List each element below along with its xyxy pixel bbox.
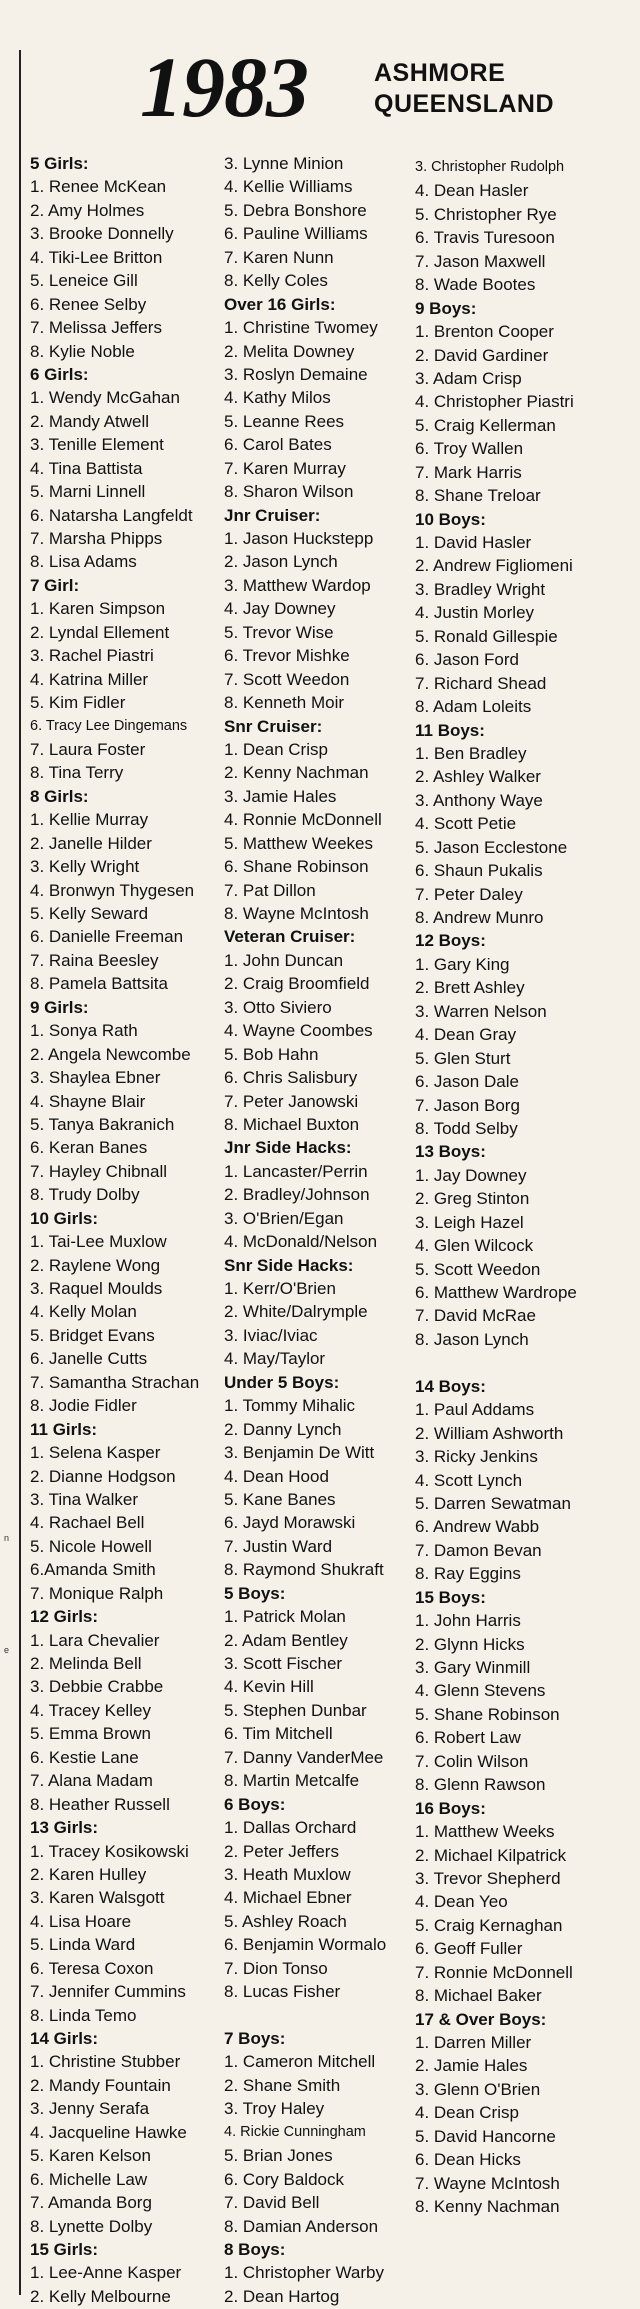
result-entry: 1. Christine Twomey [224,318,378,338]
result-entry: 6. Kestie Lane [30,1747,139,1767]
result-entry: 2. Greg Stinton [415,1189,530,1209]
result-entry: 3. O'Brien/Egan [224,1208,344,1228]
result-entry: 1. Matthew Weeks [415,1822,555,1842]
result-entry: 5. Leneice Gill [30,271,138,291]
result-entry: 3. Trevor Shepherd [415,1868,561,1888]
result-entry: 8. Tina Terry [30,763,124,783]
results-column-2 [224,152,416,2308]
result-entry: 7. Amanda Borg [30,2193,152,2213]
result-entry: 4. Rachael Bell [30,1513,145,1533]
result-entry: 4. Dean Hasler [415,181,529,201]
result-entry: 6. Travis Turesoon [415,228,555,248]
result-entry: 6. Tim Mitchell [224,1724,333,1744]
result-entry: 8. Kenny Nachman [415,2197,560,2217]
result-entry: 8. Todd Selby [415,1118,518,1138]
category-heading: Veteran Cruiser: [224,927,356,947]
category-heading: 15 Girls: [30,2239,99,2259]
result-entry: 6. Dean Hicks [415,2150,521,2170]
result-entry: 3. Matthew Wardop [224,575,371,595]
result-entry: 3. Lynne Minion [224,154,344,173]
result-entry: 5. Stephen Dunbar [224,1700,367,1720]
category-heading: 5 Boys: [224,1583,286,1603]
category-heading: 5 Girls: [30,154,89,173]
result-entry: 6. Shane Robinson [224,857,369,877]
result-entry: 7. Justin Ward [224,1536,333,1556]
result-entry: 8. Shane Treloar [415,486,541,506]
result-entry: 8. Lynette Dolby [30,2216,153,2236]
result-entry: 8. Damian Anderson [224,2216,379,2236]
result-entry: 5. Tanya Bakranich [30,1114,175,1134]
result-entry: 5. Nicole Howell [30,1536,152,1556]
result-entry: 4. Jacqueline Hawke [30,2122,187,2142]
location-line: ASHMORE [374,59,506,87]
result-entry: 4. Shayne Blair [30,1091,146,1111]
result-entry: 7. Raina Beesley [30,950,159,970]
category-heading: 7 Boys: [224,2029,286,2048]
result-entry: 5. Debra Bonshore [224,200,367,220]
result-entry: 1. Wendy McGahan [30,388,180,408]
result-entry: 3. Ricky Jenkins [415,1447,538,1467]
result-entry: 7. David Bell [224,2193,320,2213]
results-column-1 [30,152,212,2308]
result-entry: 8. Lucas Fisher [224,1982,341,2002]
result-entry: 7. Laura Foster [30,739,146,759]
result-entry: 3. Brooke Donnelly [30,224,174,244]
result-entry: 1. David Hasler [415,533,532,552]
result-entry: 2. Janelle Hilder [30,833,152,853]
category-heading: Snr Side Hacks: [224,1255,354,1275]
category-heading: 9 Girls: [30,997,89,1017]
result-entry: 8. Michael Buxton [224,1114,360,1134]
category-heading: 14 Girls: [30,2029,99,2048]
result-entry: 7. David McRae [415,1306,536,1326]
result-entry: 7. Ronnie McDonnell [415,1962,573,1982]
result-entry: 4. Katrina Miller [30,669,149,689]
result-entry: 4. Tracey Kelley [30,1700,151,1720]
result-entry: 2. Danny Lynch [224,1419,342,1439]
year-title: 1983 [140,39,308,135]
result-entry: 1. Ben Bradley [415,743,527,763]
result-entry: 7. Scott Weedon [224,669,350,689]
result-entry: 3. Tina Walker [30,1489,139,1509]
result-entry: 2. Peter Jeffers [224,1841,339,1861]
result-entry: 3. Troy Haley [224,2099,325,2119]
result-entry: 3. Tenille Element [30,435,164,455]
result-entry: 3. Raquel Moulds [30,1279,163,1298]
result-entry: 6. Teresa Coxon [30,1958,154,1978]
result-entry: 6. Jason Ford [415,650,519,670]
result-entry: 1. Tommy Mihalic [224,1396,355,1416]
result-entry: 3. Leigh Hazel [415,1212,524,1232]
result-entry: 1. Gary King [415,954,510,974]
result-entry: 4. Justin Morley [415,603,535,623]
result-entry: 7. Peter Janowski [224,1091,359,1111]
result-entry: 5. Glen Sturt [415,1048,511,1068]
result-entry: 4. Rickie Cunningham [224,2123,366,2140]
result-entry: 5. Craig Kellerman [415,415,556,435]
result-entry: 4. Ronnie McDonnell [224,810,382,830]
result-entry: 3. Benjamin De Witt [224,1443,375,1463]
result-entry: 8. Andrew Munro [415,908,544,927]
result-entry: 8. Martin Metcalfe [224,1771,360,1791]
category-heading: 16 Boys: [415,1798,486,1818]
result-entry: 6. Danielle Freeman [30,927,184,947]
result-entry: 2. Brett Ashley [415,978,525,998]
result-entry: 4. Lisa Hoare [30,1911,132,1931]
result-entry: 3. Warren Nelson [415,1001,547,1021]
result-entry: 1. Kerr/O'Brien [224,1279,336,1298]
result-entry: 3. Roslyn Demaine [224,364,368,384]
result-entry: 2. Andrew Figliomeni [415,556,573,576]
result-entry: 4. Kathy Milos [224,388,331,408]
location-title [374,58,554,120]
result-entry: 8. Kenneth Moir [224,693,345,713]
result-entry: 6. Trevor Mishke [224,646,350,666]
category-heading: 6 Girls: [30,364,89,384]
category-heading: 10 Boys: [415,509,486,529]
result-entry: 6. Geoff Fuller [415,1939,523,1959]
result-entry: 1. Christopher Warby [224,2263,384,2283]
result-entry: 2. Adam Bentley [224,1630,348,1650]
result-entry: 3. Bradley Wright [415,579,546,599]
result-entry: 2. David Gardiner [415,345,549,365]
result-entry: 1. Renee McKean [30,177,167,197]
result-entry: 3. Debbie Crabbe [30,1677,164,1697]
result-entry: 8. Jason Lynch [415,1329,529,1349]
result-entry: 5. Marni Linnell [30,482,146,502]
result-entry: 6. Keran Banes [30,1138,148,1158]
category-heading: 8 Boys: [224,2239,286,2259]
result-entry: 2. William Ashworth [415,1423,564,1443]
result-entry: 1. Darren Miller [415,2033,532,2052]
result-entry: 5. Darren Sewatman [415,1493,571,1513]
result-entry: 4. Michael Ebner [224,1888,352,1908]
result-entry: 7. Colin Wilson [415,1751,529,1771]
result-entry: 7. Jason Maxwell [415,251,546,271]
result-entry: 1. John Harris [415,1611,521,1631]
result-entry: 6. Jayd Morawski [224,1513,356,1533]
result-entry: 5. Kim Fidler [30,693,126,713]
result-entry: 5. Ashley Roach [224,1911,347,1931]
result-entry: 4. May/Taylor [224,1349,326,1369]
result-entry: 2. Melita Downey [224,341,355,361]
result-entry: 8. Lisa Adams [30,552,137,572]
result-entry: 1. Brenton Cooper [415,322,554,342]
result-entry: 6. Shaun Pukalis [415,861,543,881]
result-entry: 7. Pat Dillon [224,880,316,900]
category-heading: 12 Boys: [415,931,486,951]
result-entry: 2. Glynn Hicks [415,1634,525,1654]
result-entry: 2. Melinda Bell [30,1654,142,1673]
result-entry: 5. Bob Hahn [224,1044,319,1064]
result-entry: 2. Kelly Melbourne [30,2286,171,2306]
result-entry: 4. McDonald/Nelson [224,1232,378,1252]
result-entry: 5. Shane Robinson [415,1704,560,1724]
result-entry: 7. Samantha Strachan [30,1372,200,1392]
result-entry: 2. Amy Holmes [30,200,145,220]
result-entry: 1. Lara Chevalier [30,1630,160,1650]
side-mark: n [4,1533,10,1543]
result-entry: 4. Bronwyn Thygesen [30,880,195,900]
result-entry: 6. Renee Selby [30,294,147,314]
result-entry: 4. Scott Lynch [415,1470,523,1490]
result-entry: 4. Tiki-Lee Britton [30,247,163,267]
result-entry: 5. Bridget Evans [30,1325,155,1345]
result-entry: 8. Wade Bootes [415,275,536,295]
category-heading: 13 Boys: [415,1142,486,1162]
result-entry: 8. Heather Russell [30,1794,170,1814]
result-entry: 1. Jason Huckstepp [224,529,374,548]
side-mark: e [4,1645,10,1655]
result-entry: 7. Dion Tonso [224,1958,328,1978]
result-entry: 4. Glen Wilcock [415,1236,534,1256]
result-entry: 5. Jason Ecclestone [415,837,568,857]
result-entry: 4. Kellie Williams [224,177,353,197]
result-entry: 6. Matthew Wardrope [415,1283,577,1302]
result-entry: 5. Kelly Seward [30,904,149,923]
result-entry: 2. Karen Hulley [30,1864,147,1884]
result-entry: 3. Jenny Serafa [30,2099,150,2119]
result-entry: 7. Monique Ralph [30,1583,164,1603]
result-entry: 8. Wayne McIntosh [224,904,369,923]
result-entry: 6. Natarsha Langfeldt [30,505,193,525]
result-entry: 8. Adam Loleits [415,697,532,717]
result-entry: 2. Jamie Hales [415,2056,528,2076]
result-entry: 3. Adam Crisp [415,368,522,388]
spacer [415,1351,623,1374]
result-entry: 6. Janelle Cutts [30,1349,148,1369]
category-heading: 12 Girls: [30,1607,99,1627]
result-entry: 7. Melissa Jeffers [30,318,162,338]
category-heading: 11 Boys: [415,720,485,740]
result-entry: 8. Ray Eggins [415,1564,521,1584]
result-entry: 3. Iviac/Iviac [224,1325,318,1345]
location-line: QUEENSLAND [374,90,555,118]
category-heading: 7 Girl: [30,575,80,595]
result-entry: 2. Craig Broomfield [224,974,370,994]
result-entry: 2. Mandy Atwell [30,411,150,431]
result-entry: 4. Wayne Coombes [224,1021,373,1041]
result-entry: 7. Mark Harris [415,462,522,482]
result-entry: 2. Shane Smith [224,2075,341,2095]
result-entry: 8. Sharon Wilson [224,482,354,502]
result-entry: 2. Dianne Hodgson [30,1466,176,1486]
result-entry: 3. Shaylea Ebner [30,1068,161,1088]
result-entry: 8. Raymond Shukraft [224,1560,384,1580]
result-entry: 2. Ashley Walker [415,767,541,787]
result-entry: 3. Jamie Hales [224,786,337,806]
result-entry: 1. Sonya Rath [30,1021,138,1041]
result-entry: 6. Andrew Wabb [415,1517,540,1537]
category-heading: Jnr Cruiser: [224,505,321,525]
result-entry: 4. Kevin Hill [224,1677,314,1697]
result-entry: 1. Karen Simpson [30,599,166,619]
result-entry: 2. Angela Newcombe [30,1044,191,1064]
result-entry: 4. Christopher Piastri [415,392,574,412]
result-entry: 6. Chris Salisbury [224,1068,358,1088]
result-entry: 5. Matthew Weekes [224,833,373,853]
result-entry: 7. Karen Murray [224,458,346,478]
result-entry: 4. Jay Downey [224,599,336,619]
result-entry: 1. Tai-Lee Muxlow [30,1232,167,1252]
result-entry: 1. Dallas Orchard [224,1818,357,1838]
result-entry: 3. Scott Fischer [224,1654,343,1673]
result-entry: 2. Mandy Fountain [30,2075,171,2095]
result-entry: 4. Tina Battista [30,458,143,478]
result-entry: 3. Otto Siviero [224,997,332,1017]
result-entry: 6.Amanda Smith [30,1560,156,1580]
result-entry: 6. Pauline Williams [224,224,368,244]
result-entry: 2. Jason Lynch [224,552,338,572]
category-heading: 17 & Over Boys: [415,2009,547,2029]
result-entry: 2. Kenny Nachman [224,763,369,783]
result-entry: 3. Glenn O'Brien [415,2079,541,2099]
result-entry: 1. Lancaster/Perrin [224,1161,368,1181]
result-entry: 7. Jennifer Cummins [30,1982,186,2002]
result-entry: 7. Danny VanderMee [224,1747,384,1767]
result-entry: 5. Brian Jones [224,2146,333,2166]
result-entry: 1. Lee-Anne Kasper [30,2263,182,2283]
result-entry: 7. Damon Bevan [415,1540,542,1560]
result-entry: 6. Michelle Law [30,2169,148,2189]
result-entry: 5. Linda Ward [30,1935,136,1955]
result-entry: 7. Wayne McIntosh [415,2173,560,2193]
result-entry: 4. Dean Yeo [415,1892,508,1912]
results-column-3 [415,156,623,2219]
result-entry: 5. Trevor Wise [224,622,334,642]
result-entry: 5. Karen Kelson [30,2146,151,2166]
result-entry: 5. Craig Kernaghan [415,1915,563,1935]
result-entry: 2. Raylene Wong [30,1255,161,1275]
result-entry: 6. Jason Dale [415,1072,519,1092]
result-entry: 8. Pamela Battsita [30,974,168,994]
result-entry: 1. John Duncan [224,950,344,970]
result-entry: 8. Glenn Rawson [415,1775,546,1795]
result-entry: 6. Tracy Lee Dingemans [30,717,188,734]
result-entry: 6. Troy Wallen [415,439,524,459]
result-entry: 6. Robert Law [415,1728,521,1748]
result-entry: 5. Kane Banes [224,1489,336,1509]
result-entry: 1. Patrick Molan [224,1607,346,1627]
result-entry: 2. Bradley/Johnson [224,1185,370,1205]
result-entry: 6. Cory Baldock [224,2169,344,2189]
result-entry: 7. Alana Madam [30,1771,153,1791]
category-heading: 14 Boys: [415,1376,486,1396]
category-heading: Snr Cruiser: [224,716,323,736]
result-entry: 5. Leanne Rees [224,411,345,431]
category-heading: Over 16 Girls: [224,294,336,314]
category-heading: Under 5 Boys: [224,1372,340,1392]
result-entry: 8. Jodie Fidler [30,1396,137,1416]
result-entry: 5. Scott Weedon [415,1259,541,1279]
category-heading: 15 Boys: [415,1587,486,1607]
result-entry: 2. Lyndal Ellement [30,622,170,642]
category-heading: 13 Girls: [30,1818,99,1838]
result-entry: 3. Rachel Piastri [30,646,154,666]
result-entry: 3. Christopher Rudolph [415,159,565,175]
category-heading: 10 Girls: [30,1208,99,1228]
result-entry: 1. Paul Addams [415,1400,535,1420]
category-heading: 8 Girls: [30,786,89,806]
result-entry: 4. Glenn Stevens [415,1681,546,1701]
result-entry: 7. Richard Shead [415,673,547,693]
result-entry: 4. Dean Crisp [415,2103,519,2123]
result-entry: 1. Selena Kasper [30,1443,161,1463]
result-entry: 4. Dean Gray [415,1025,517,1045]
result-entry: 1. Kellie Murray [30,810,149,830]
result-entry: 1. Tracey Kosikowski [30,1841,189,1861]
spacer [224,2004,416,2027]
result-entry: 4. Kelly Molan [30,1302,137,1322]
category-heading: 9 Boys: [415,298,477,318]
result-entry: 7. Peter Daley [415,884,523,904]
result-entry: 2. Michael Kilpatrick [415,1845,567,1865]
result-entry: 7. Jason Borg [415,1095,520,1115]
result-entry: 3. Karen Walsgott [30,1888,165,1908]
result-entry: 3. Heath Muxlow [224,1864,351,1884]
column-rule [19,50,21,2295]
result-entry: 7. Hayley Chibnall [30,1161,168,1181]
result-entry: 8. Trudy Dolby [30,1185,140,1205]
result-entry: 8. Michael Baker [415,1986,542,2006]
result-entry: 6. Carol Bates [224,435,332,455]
result-entry: 1. Dean Crisp [224,739,328,759]
result-entry: 8. Kylie Noble [30,341,135,361]
result-entry: 3. Kelly Wright [30,857,140,877]
result-entry: 4. Dean Hood [224,1466,329,1486]
category-heading: 6 Boys: [224,1794,286,1814]
result-entry: 7. Marsha Phipps [30,529,163,548]
result-entry: 7. Karen Nunn [224,247,334,267]
result-entry: 5. David Hancorne [415,2126,556,2146]
result-entry: 5. Christopher Rye [415,204,557,224]
category-heading: Jnr Side Hacks: [224,1138,352,1158]
result-entry: 6. Benjamin Wormalo [224,1935,387,1955]
result-entry: 5. Emma Brown [30,1724,151,1744]
result-entry: 2. White/Dalrymple [224,1302,368,1322]
result-entry: 1. Cameron Mitchell [224,2052,376,2072]
result-entry: 8. Linda Temo [30,2005,137,2025]
result-entry: 2. Dean Hartog [224,2286,340,2306]
result-entry: 5. Ronald Gillespie [415,626,558,646]
result-entry: 8. Kelly Coles [224,271,328,291]
result-entry: 1. Jay Downey [415,1165,527,1185]
result-entry: 1. Christine Stubber [30,2052,181,2072]
category-heading: 11 Girls: [30,1419,98,1439]
result-entry: 3. Gary Winmill [415,1658,531,1677]
result-entry: 3. Anthony Waye [415,790,543,810]
result-entry: 4. Scott Petie [415,814,517,834]
